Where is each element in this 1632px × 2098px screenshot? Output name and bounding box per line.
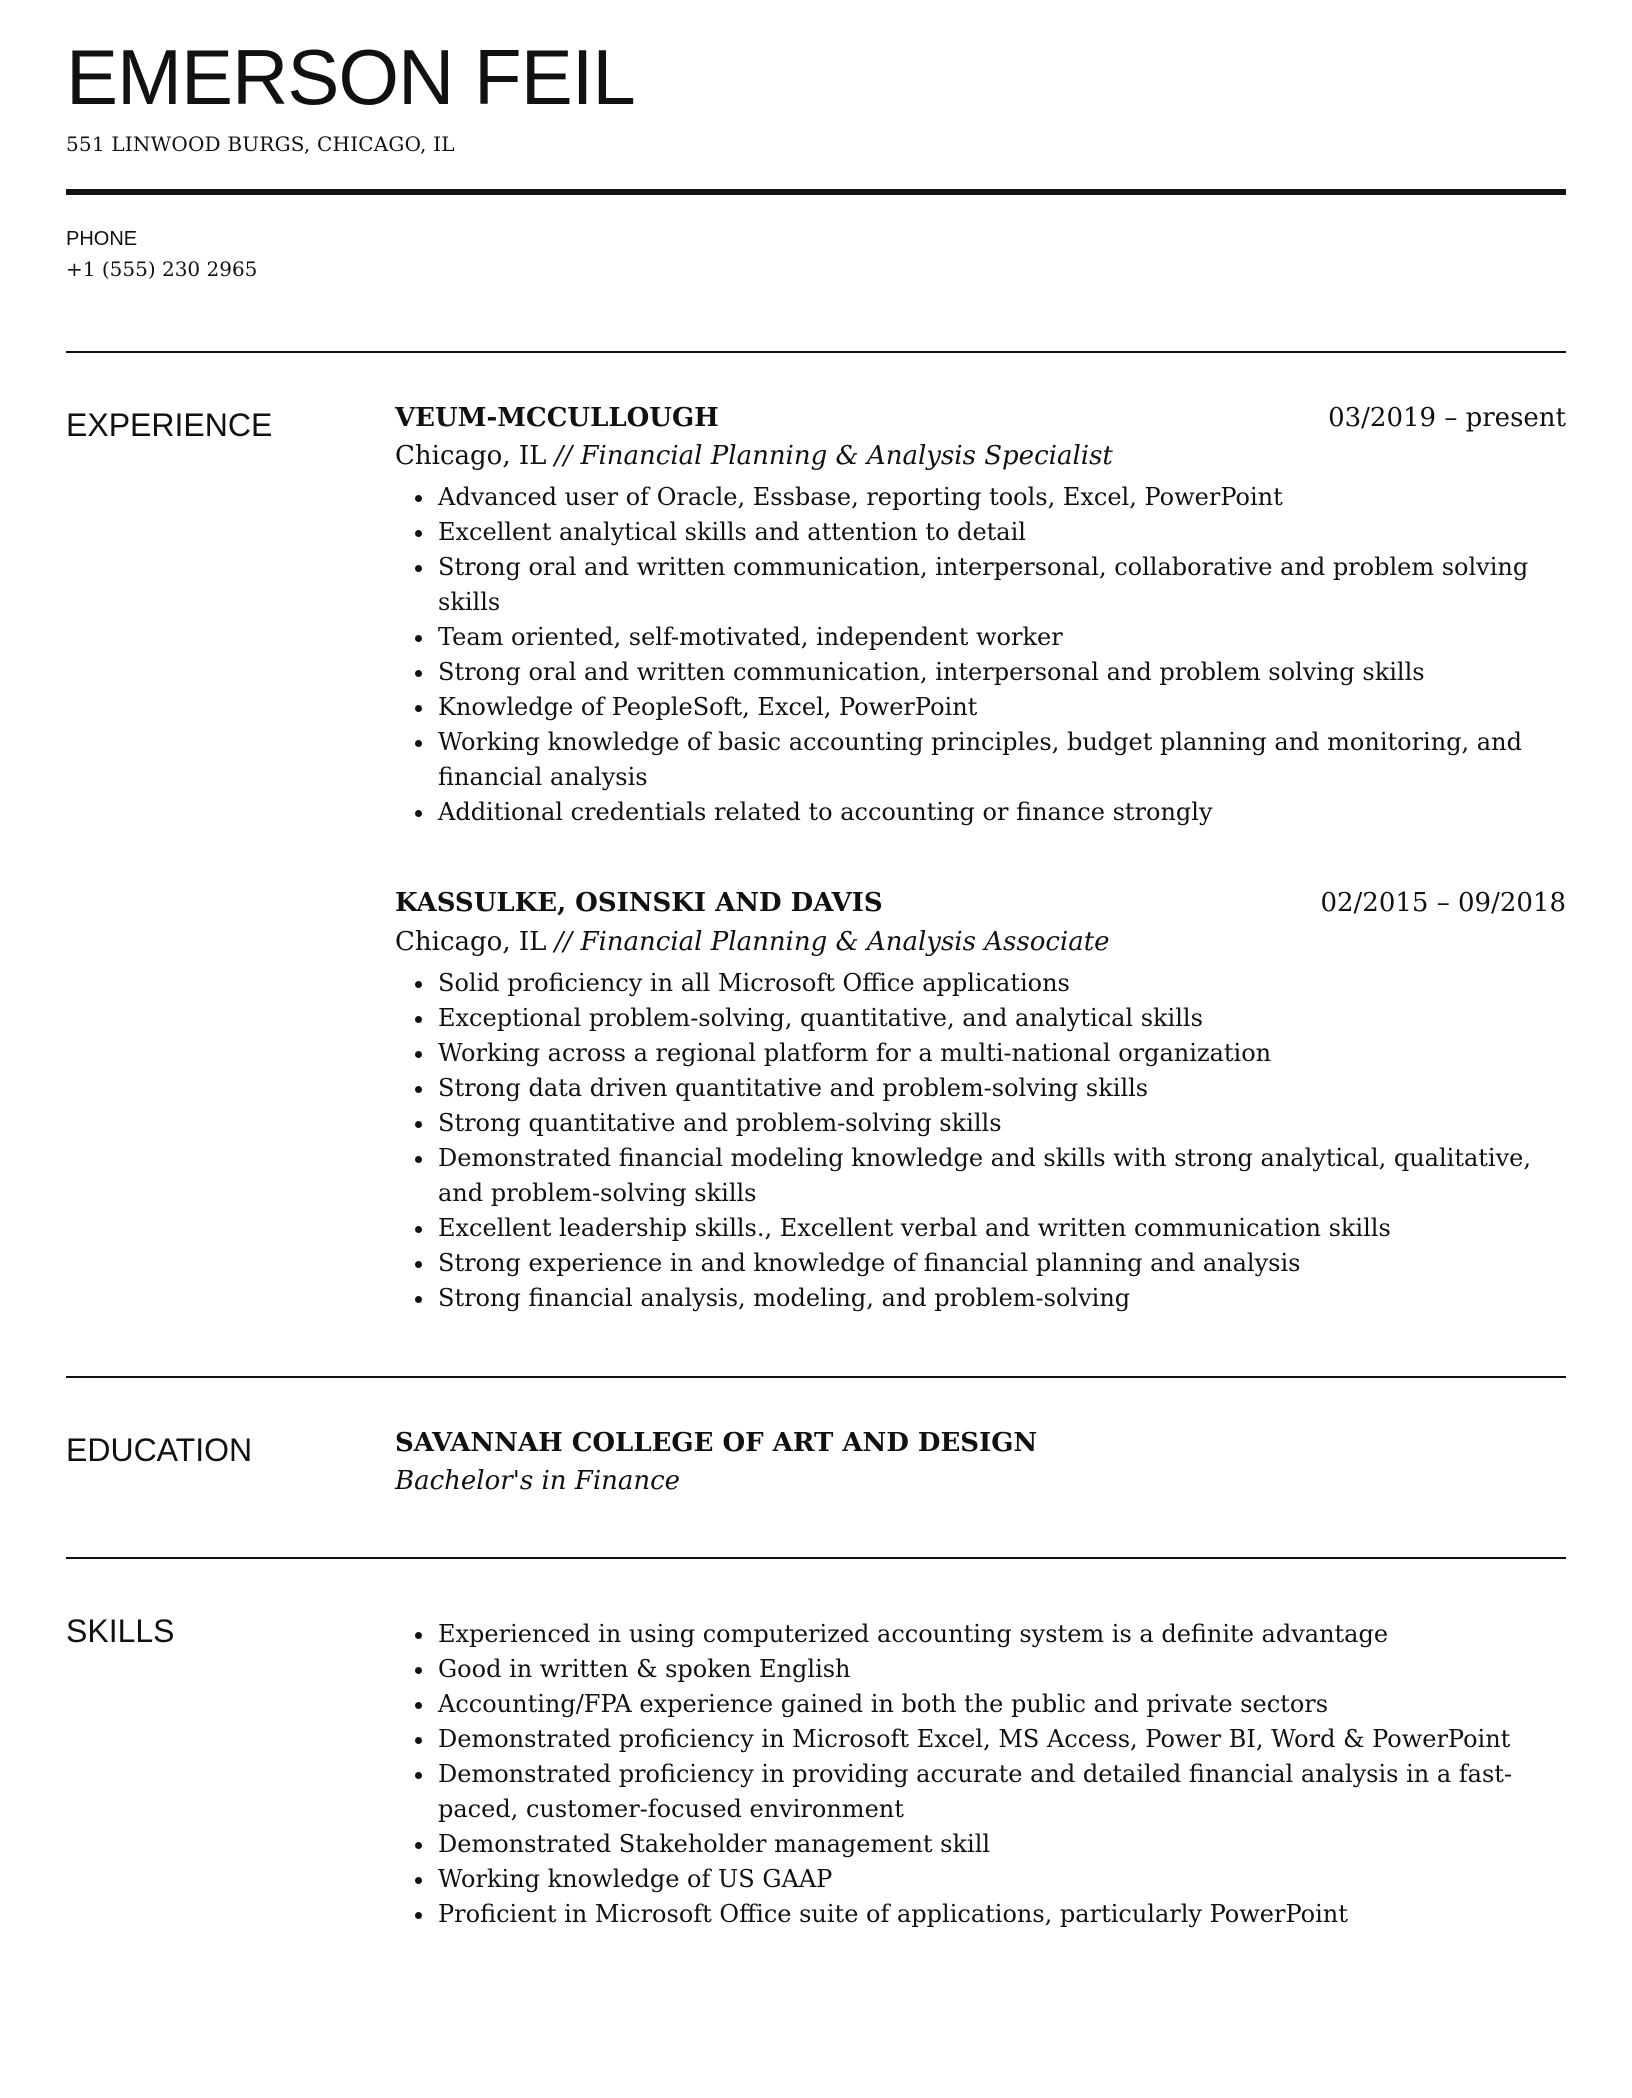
resume-page bbox=[66, 0, 1566, 1992]
list-item: Accounting/FPA experience gained in both the public and private sectors bbox=[438, 1687, 1566, 1722]
experience-list bbox=[395, 403, 1566, 1316]
list-item: Excellent leadership skills., Excellent verbal and written communication skills bbox=[438, 1211, 1566, 1246]
list-item: Experienced in using computerized accounting system is a definite advantage bbox=[438, 1617, 1566, 1652]
list-item: Team oriented, self-motivated, independent worker bbox=[438, 620, 1566, 655]
list-item: Strong oral and written communication, interpersonal and problem solving skills bbox=[438, 655, 1566, 690]
job-title: Financial Planning & Analysis Associate bbox=[580, 926, 1110, 957]
job-title: Financial Planning & Analysis Specialist bbox=[580, 441, 1113, 472]
list-item: Solid proficiency in all Microsoft Office applications bbox=[438, 966, 1566, 1001]
list-item: Demonstrated proficiency in providing accurate and detailed financial analysis in a fast-paced, customer-focused environment bbox=[438, 1757, 1566, 1827]
job-dates: 03/2019 – present bbox=[1328, 403, 1566, 433]
job-subline bbox=[395, 927, 1566, 958]
list-item: Knowledge of PeopleSoft, Excel, PowerPoint bbox=[438, 690, 1566, 725]
list-item: Additional credentials related to accounting or finance strongly bbox=[438, 795, 1566, 830]
job-subline bbox=[395, 441, 1566, 472]
school-name: SAVANNAH COLLEGE OF ART AND DESIGN bbox=[395, 1427, 1038, 1458]
job-separator: // bbox=[546, 441, 581, 472]
header-divider bbox=[66, 189, 1566, 195]
list-item: Strong experience in and knowledge of financial planning and analysis bbox=[438, 1246, 1566, 1281]
education-section bbox=[66, 1378, 1566, 1557]
job-entry bbox=[395, 888, 1566, 1315]
experience-section bbox=[66, 353, 1566, 1376]
degree-name: Bachelor's in Finance bbox=[395, 1465, 681, 1496]
job-location: Chicago, IL bbox=[395, 441, 547, 472]
job-separator: // bbox=[546, 926, 581, 957]
job-dates: 02/2015 – 09/2018 bbox=[1320, 888, 1566, 919]
list-item: Strong financial analysis, modeling, and problem-solving bbox=[438, 1281, 1566, 1316]
list-item: Good in written & spoken English bbox=[438, 1652, 1566, 1687]
section-label-experience: EXPERIENCE bbox=[66, 407, 273, 443]
list-item: Strong data driven quantitative and problem-solving skills bbox=[438, 1071, 1566, 1106]
candidate-address: 551 LINWOOD BURGS, CHICAGO, IL bbox=[66, 132, 455, 156]
skills-section bbox=[66, 1559, 1566, 1992]
employer-name: KASSULKE, OSINSKI AND DAVIS bbox=[395, 888, 883, 919]
phone-number: +1 (555) 230 2965 bbox=[66, 257, 258, 281]
list-item: Working knowledge of basic accounting principles, budget planning and monitoring, and financial analysis bbox=[438, 725, 1566, 795]
list-item: Demonstrated proficiency in Microsoft Excel, MS Access, Power BI, Word & PowerPoint bbox=[438, 1722, 1566, 1757]
employer-name: VEUM-MCCULLOUGH bbox=[395, 403, 719, 433]
list-item: Strong oral and written communication, interpersonal, collaborative and problem solving skills bbox=[438, 550, 1566, 620]
job-entry bbox=[395, 403, 1566, 830]
candidate-name: EMERSON FEIL bbox=[66, 33, 635, 121]
list-item: Advanced user of Oracle, Essbase, reporting tools, Excel, PowerPoint bbox=[438, 480, 1566, 515]
section-label-education: EDUCATION bbox=[66, 1431, 253, 1468]
job-bullets bbox=[395, 966, 1566, 1316]
list-item: Demonstrated Stakeholder management skill bbox=[438, 1827, 1566, 1862]
list-item: Exceptional problem-solving, quantitative, and analytical skills bbox=[438, 1001, 1566, 1036]
job-bullets bbox=[395, 480, 1566, 830]
list-item: Strong quantitative and problem-solving skills bbox=[438, 1106, 1566, 1141]
skills-list bbox=[395, 1617, 1566, 1932]
list-item: Proficient in Microsoft Office suite of applications, particularly PowerPoint bbox=[438, 1897, 1566, 1932]
list-item: Excellent analytical skills and attention to detail bbox=[438, 515, 1566, 550]
list-item: Demonstrated financial modeling knowledge and skills with strong analytical, qualitative, and problem-solving skills bbox=[438, 1141, 1566, 1211]
phone-label: PHONE bbox=[66, 228, 138, 250]
section-label-skills: SKILLS bbox=[66, 1613, 175, 1650]
list-item: Working across a regional platform for a multi-national organization bbox=[438, 1036, 1566, 1071]
job-location: Chicago, IL bbox=[395, 926, 547, 957]
list-item: Working knowledge of US GAAP bbox=[438, 1862, 1566, 1897]
